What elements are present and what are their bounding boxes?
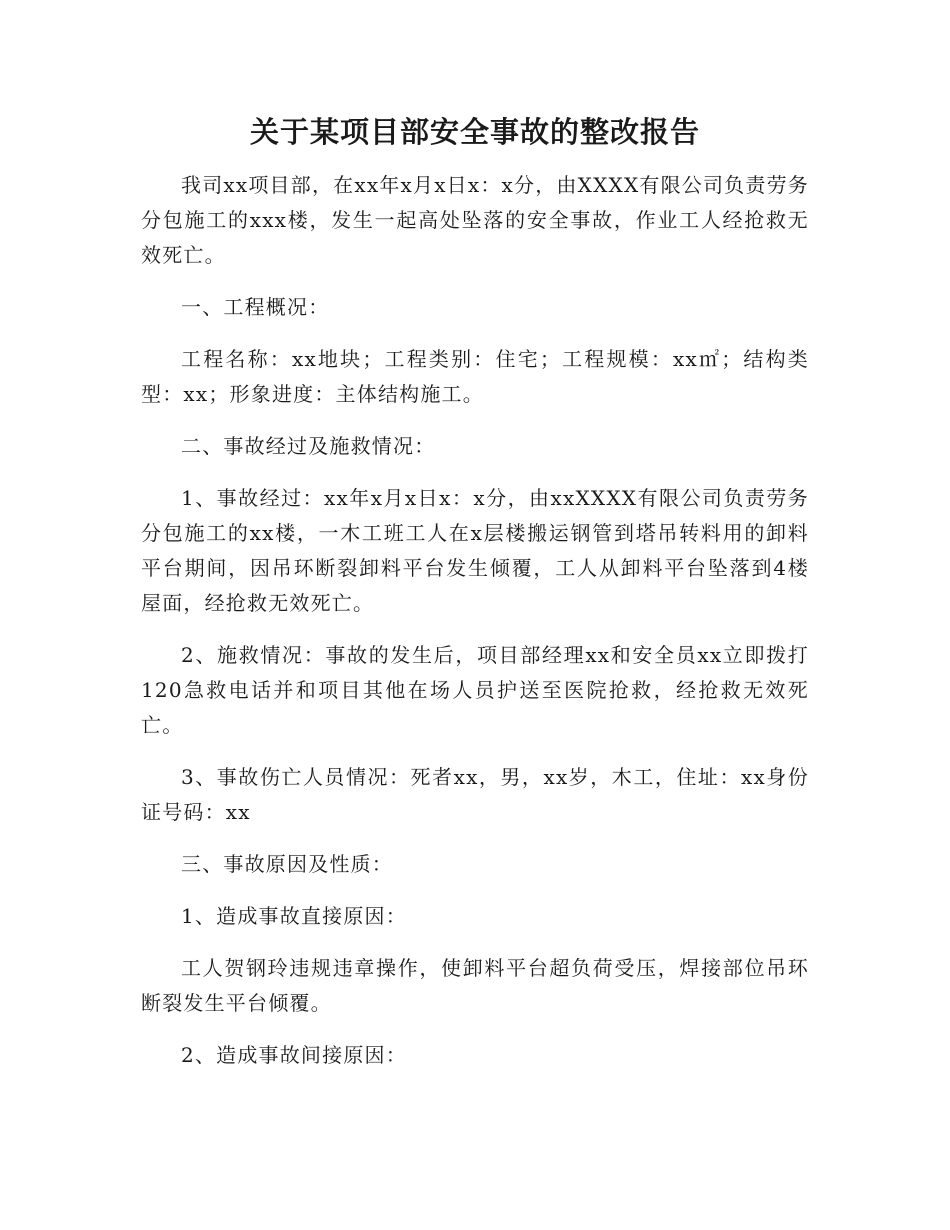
subheading-indirect-cause: 2、造成事故间接原因： — [181, 1043, 407, 1067]
paragraph-accident-process: 1、事故经过：xx年x月x日x：x分，由xxXXXX有限公司负责劳务分包施工的xx楼，一木工班工人在x层楼搬运钢管到塔吊转料用的卸料平台期间，因吊环断裂卸料平台发生倾覆，工人从卸料平台坠落到4楼屋面，经抢救无效死亡。 — [141, 486, 809, 615]
subheading-direct-cause: 1、造成事故直接原因： — [181, 904, 407, 928]
paragraph-rescue-situation: 2、施救情况：事故的发生后，项目部经理xx和安全员xx立即拨打120急救电话并和项目其他在场人员护送至医院抢救，经抢救无效死亡。 — [141, 643, 809, 737]
paragraph-casualty-info: 3、事故伤亡人员情况：死者xx，男，xx岁，木工，住址：xx身份证号码：xx — [141, 765, 809, 824]
heading-accident-process: 二、事故经过及施救情况： — [181, 434, 436, 458]
document-title: 关于某项目部安全事故的整改报告 — [249, 115, 700, 149]
paragraph-project-details: 工程名称：xx地块；工程类别：住宅；工程规模：xx㎡；结构类型：xx；形象进度：主体结构施工。 — [141, 347, 809, 406]
document-body — [141, 168, 809, 1090]
heading-project-overview: 一、工程概况： — [181, 295, 330, 319]
paragraph-direct-cause: 工人贺钢玲违规违章操作，使卸料平台超负荷受压，焊接部位吊环断裂发生平台倾覆。 — [141, 956, 809, 1015]
heading-accident-causes: 三、事故原因及性质： — [181, 852, 393, 876]
paragraph-intro: 我司xx项目部，在xx年x月x日x：x分，由XXXX有限公司负责劳务分包施工的xxx楼，发生一起高处坠落的安全事故，作业工人经抢救无效死亡。 — [141, 173, 809, 267]
